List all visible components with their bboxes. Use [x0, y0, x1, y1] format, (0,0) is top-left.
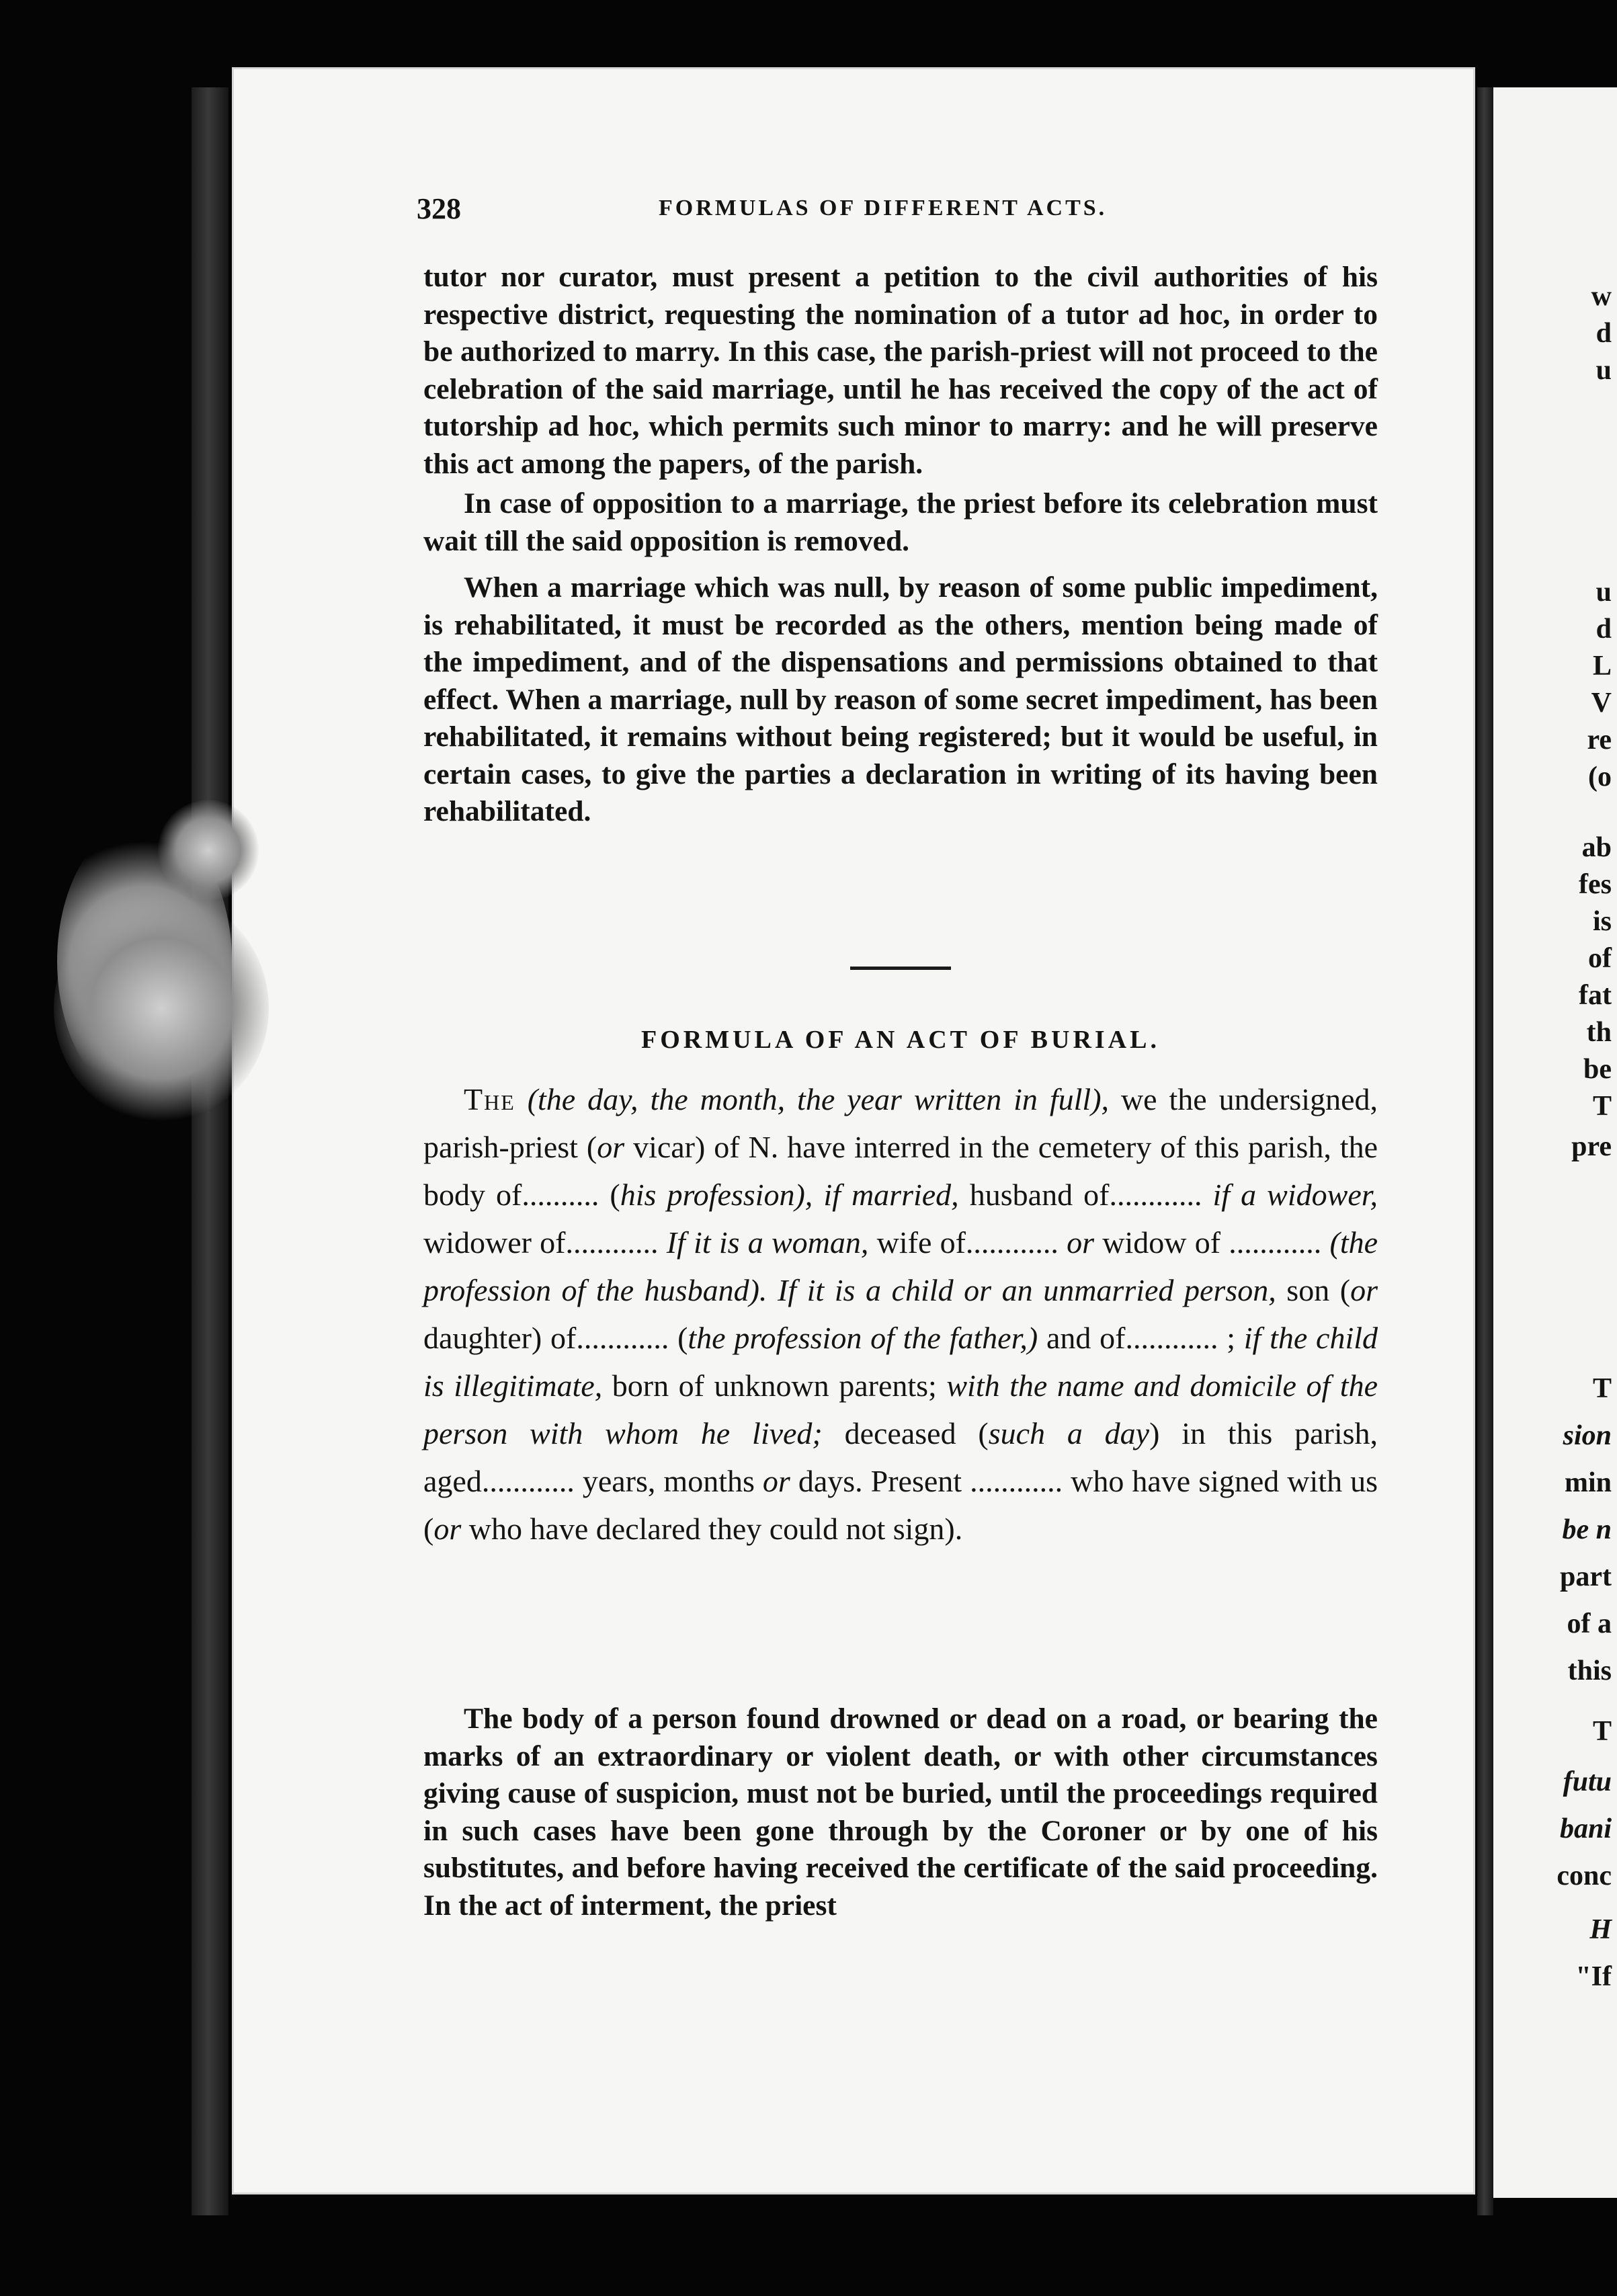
- formula-father-profession: the profession of the father,): [688, 1321, 1038, 1355]
- formula-if-child: If it is a child or an unmarried person,: [777, 1273, 1276, 1307]
- facing-fragment: re: [1587, 725, 1612, 755]
- facing-fragment: u: [1595, 577, 1612, 608]
- formula-text: husband of............: [969, 1178, 1202, 1212]
- facing-fragment: T: [1592, 1091, 1612, 1122]
- facing-fragment: "If: [1575, 1961, 1612, 1992]
- facing-fragment: u: [1595, 355, 1612, 386]
- facing-fragment: pre: [1571, 1131, 1612, 1162]
- formula-profession: his profession),: [620, 1178, 813, 1212]
- formula-or: or: [1067, 1225, 1095, 1260]
- paragraph-drowned: The body of a person found drowned or dead on a road, or bearing the marks of an extraordinary or violent death, or with other circumstances giving cause of suspicion, must not be buried, until the proceedings required in such cases have been gone through by the Coroner or by one of his substitutes, and before having received the certificate of the said proceeding. In the act of interment, the priest: [423, 1703, 1378, 1922]
- formula-text: wife of............: [876, 1225, 1059, 1260]
- formula-text: ) in this parish, aged............ years, months: [423, 1416, 1378, 1498]
- facing-fragment: fes: [1579, 869, 1612, 900]
- formula-text: son (: [1286, 1273, 1351, 1307]
- facing-fragment: H: [1589, 1914, 1612, 1945]
- facing-fragment: (o: [1588, 762, 1612, 792]
- facing-fragment: T: [1592, 1716, 1612, 1747]
- paragraph-opposition: In case of opposition to a marriage, the priest before its celebration must wait till the said opposition is removed.: [423, 487, 1378, 557]
- running-head: [417, 192, 1384, 232]
- section-divider: [850, 967, 951, 970]
- facing-fragment: part: [1560, 1561, 1612, 1592]
- paper-stain-large: [54, 894, 269, 1122]
- formula-text: daughter) of............ (: [423, 1321, 688, 1355]
- paper-stain-small: [158, 800, 259, 901]
- facing-fragment: w: [1591, 281, 1612, 312]
- facing-fragment: d: [1595, 614, 1612, 645]
- facing-page: [1493, 87, 1617, 2198]
- formula-text: vicar) of N. have interred in the cemetery of this parish, the body of.......... (: [423, 1130, 1378, 1212]
- facing-fragment: L: [1592, 651, 1612, 682]
- formula-text: days. Present ............ who have signed with us (: [423, 1464, 1378, 1546]
- formula-or: or: [433, 1512, 462, 1546]
- section-heading: FORMULA OF AN ACT OF BURIAL.: [641, 1026, 1160, 1054]
- formula-name-domicile: with the name and domicile of the person with whom he lived;: [423, 1368, 1378, 1450]
- facing-fragment: d: [1595, 318, 1612, 349]
- facing-fragment: min: [1564, 1467, 1612, 1498]
- formula-lead-word: The: [464, 1082, 515, 1116]
- binding-edge-left: [192, 87, 229, 2215]
- facing-fragment: this: [1567, 1655, 1612, 1686]
- formula-text: widow of ............: [1102, 1225, 1322, 1260]
- facing-fragment: of: [1588, 943, 1612, 974]
- facing-fragment: T: [1592, 1373, 1612, 1404]
- paragraph-rehabilitation: When a marriage which was null, by reason of some public impediment, is rehabilitated, it must be recorded as the others, mention being made of the impediment, and of the dispensations and permissions obtained to that effect. When a marriage, null by reason of some secret impediment, has been rehabilitated, it remains without being registered; but it would be useful, in certain cases, to give the parties a declaration in writing of its having been rehabilitated.: [423, 571, 1378, 827]
- facing-fragment: V: [1591, 688, 1612, 719]
- facing-fragment: is: [1592, 906, 1612, 937]
- running-title: FORMULAS OF DIFFERENT ACTS.: [659, 196, 1108, 220]
- formula-if-widower: if a widower,: [1212, 1178, 1378, 1212]
- formula-date: (the day, the month, the year written in full),: [527, 1082, 1110, 1116]
- burial-formula-paragraph: [423, 1075, 1378, 1553]
- formula-text: deceased (: [844, 1416, 989, 1450]
- facing-fragment: be: [1583, 1054, 1612, 1085]
- formula-husband-profession: (the profession of the husband).: [423, 1225, 1378, 1307]
- formula-text: widower of............: [423, 1225, 659, 1260]
- burial-formula: [423, 1075, 1378, 1553]
- facing-fragment: conc: [1557, 1860, 1612, 1891]
- facing-fragment: ab: [1581, 832, 1612, 863]
- opening-text: [423, 259, 1378, 831]
- facing-fragment: be n: [1562, 1514, 1612, 1545]
- formula-text: born of unknown parents;: [612, 1368, 937, 1403]
- formula-text: we the undersigned, parish-priest (: [423, 1082, 1378, 1164]
- facing-fragment: futu: [1563, 1766, 1612, 1797]
- formula-if-illegitimate: if the child is illegitimate,: [423, 1321, 1378, 1403]
- facing-fragment: fat: [1579, 980, 1612, 1011]
- facing-fragment: th: [1586, 1017, 1612, 1048]
- formula-if-woman: If it is a woman,: [666, 1225, 869, 1260]
- facing-fragment: sion: [1563, 1420, 1612, 1451]
- formula-text: and of............ ;: [1046, 1321, 1235, 1355]
- closing-text: [423, 1700, 1378, 1924]
- formula-or: or: [1350, 1273, 1378, 1307]
- facing-fragment: of a: [1567, 1608, 1612, 1639]
- formula-text: who have declared they could not sign).: [468, 1512, 963, 1546]
- binding-edge-right: [1477, 87, 1493, 2215]
- formula-or: or: [762, 1464, 790, 1498]
- page-number: 328: [417, 192, 461, 225]
- formula-such-a-day: such a day: [988, 1416, 1150, 1450]
- formula-or: or: [597, 1130, 625, 1164]
- facing-fragment: bani: [1559, 1813, 1612, 1844]
- formula-if-married: if married,: [823, 1178, 959, 1212]
- paragraph-tutor: tutor nor curator, must present a petition to the civil authorities of his respective district, requesting the nomination of a tutor ad hoc, in order to be authorized to marry. In this case, the parish-priest will not proceed to the celebration of the said marriage, until he has received the copy of the act of tutorship ad hoc, which permits such minor to marry: and he will preserve this act among the papers, of the parish.: [423, 261, 1378, 480]
